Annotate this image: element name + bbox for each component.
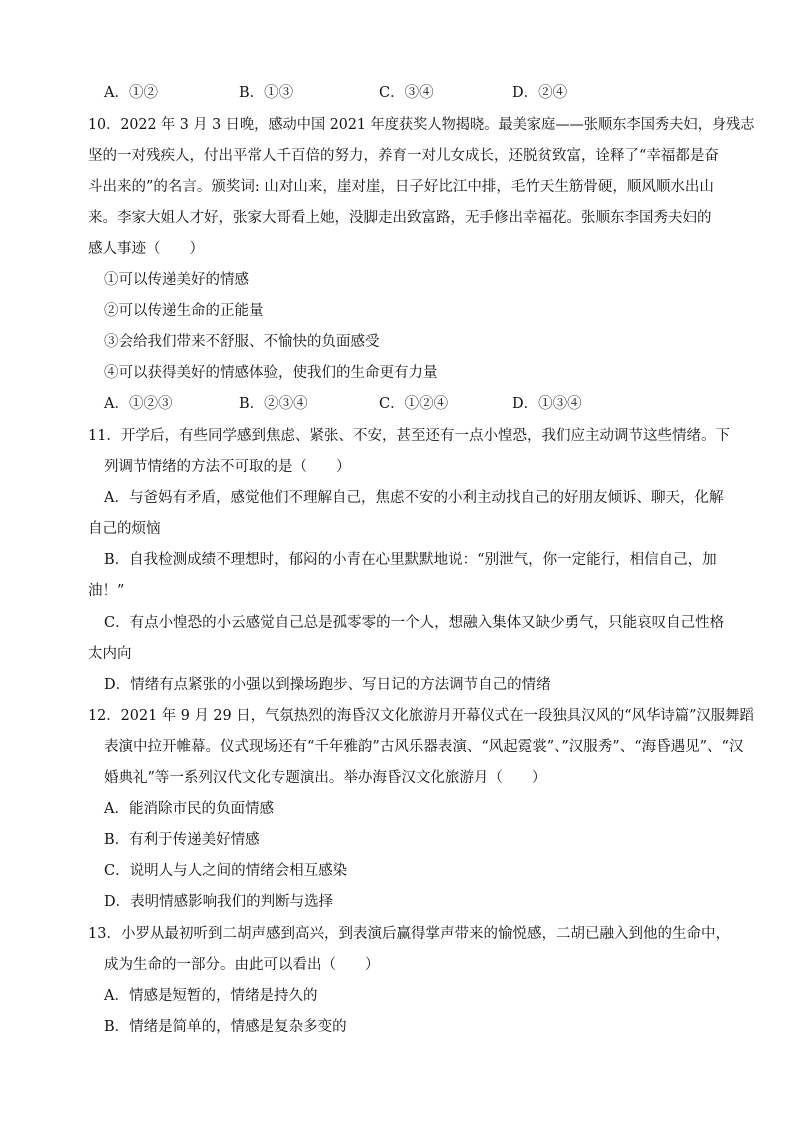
q13-option-b: B．情绪是简单的，情感是复杂多变的 [104, 1019, 347, 1035]
q11-option-b: B．自我检测成绩不理想时，郁闷的小青在心里默默地说：“别泄气，你一定能行，相信自己，加 [104, 552, 717, 568]
q13-option-a: A．情感是短暂的，情绪是持久的 [104, 988, 318, 1004]
q10-item: ④可以获得美好的情感体验，使我们的生命更有力量 [104, 365, 438, 381]
q10-item: ③会给我们带来不舒服、不愉快的负面感受 [104, 334, 380, 350]
q12-option-a: A．能消除市民的负面情感 [104, 801, 274, 817]
q10-stem-line: 10．2022 年 3 月 3 日晚，感动中国 2021 年度获奖人物揭晓。最美家庭——张顺东李国秀夫妇，身残志 [88, 117, 755, 133]
q12-stem-line: 婚典礼”等一系列汉代文化专题演出。举办海昏汉文化旅游月（ ） [104, 770, 547, 786]
q11-stem-line: 列调节情绪的方法不可取的是（ ） [104, 459, 351, 475]
q10-stem-line: 坚的一对残疾人，付出平常人千百倍的努力，养育一对儿女成长，还脱贫致富，诠释了“幸福都是奋 [88, 148, 719, 164]
q9-option-c: C．③④ [379, 85, 434, 101]
q10-option-c: C．①②④ [379, 396, 449, 412]
q11-option-c: C．有点小惶恐的小云感觉自己总是孤零零的一个人，想融入集体又缺少勇气，只能哀叹自己性格 [104, 615, 725, 631]
q11-option-a: A．与爸妈有矛盾，感觉他们不理解自己，焦虑不安的小利主动找自己的好朋友倾诉、聊天，化解 [104, 490, 724, 506]
q12-option-c: C．说明人与人之间的情绪会相互感染 [104, 863, 348, 879]
q10-stem-line: 来。李家大姐人才好，张家大哥看上她，没脚走出致富路，无手修出幸福花。张顺东李国秀夫妇的 [88, 210, 712, 226]
q11-option-b-cont: 油！” [88, 583, 125, 599]
q13-stem-line: 成为生命的一部分。由此可以看出（ ） [104, 957, 380, 973]
q10-options [104, 394, 664, 414]
q11-option-c-cont: 太内向 [88, 646, 132, 662]
q10-item: ①可以传递美好的情感 [104, 272, 249, 288]
q9-option-d: D．②④ [512, 85, 568, 101]
q9-options [104, 83, 664, 103]
q12-stem-line: 12．2021 年 9 月 29 日，气氛热烈的海昏汉文化旅游月开幕仪式在一段独具汉风的“风华诗篇”汉服舞蹈 [88, 708, 754, 724]
q10-option-a: A．①②③ [104, 396, 173, 412]
q10-item: ②可以传递生命的正能量 [104, 303, 264, 319]
q11-option-d: D．情绪有点紧张的小强以到操场跑步、写日记的方法调节自己的情绪 [104, 677, 551, 693]
q9-option-b: B．①③ [239, 85, 294, 101]
q11-stem-line: 11．开学后，有些同学感到焦虑、紧张、不安，甚至还有一点小惶恐，我们应主动调节这些情绪。下 [88, 428, 730, 444]
q10-stem-line: 感人事迹（ ） [88, 241, 204, 257]
q11-option-a-cont: 自己的烦恼 [88, 521, 161, 537]
q9-option-a: A．①② [104, 85, 158, 101]
q12-option-d: D．表明情感影响我们的判断与选择 [104, 894, 334, 910]
q12-stem-line: 表演中拉开帷幕。仪式现场还有“千年雅韵”古风乐器表演、“风起霓裳”、”汉服秀”、“海昏遇见”、“汉 [104, 739, 744, 755]
q10-option-d: D．①③④ [512, 396, 582, 412]
q10-stem-line: 斗出来的”的名言。颁奖词: 山对山来，崖对崖，日子好比江中排，毛竹天生筋骨硬，顺风顺水出山 [88, 179, 714, 195]
q10-option-b: B．②③④ [239, 396, 308, 412]
q12-option-b: B．有利于传递美好情感 [104, 832, 260, 848]
q13-stem-line: 13．小罗从最初听到二胡声感到高兴，到表演后赢得掌声带来的愉悦感，二胡已融入到他的生命中， [88, 926, 730, 942]
